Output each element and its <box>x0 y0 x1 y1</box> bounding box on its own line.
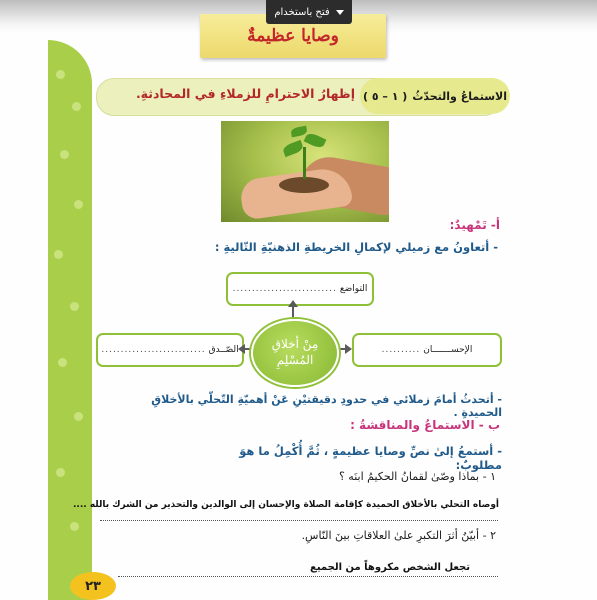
section-a-instruction: - أتعاونُ مع زميلي لإكمالِ الخريطةِ الذهنيّةِ التّاليةِ : <box>214 240 498 254</box>
mindmap-left-dots: ........................... <box>101 345 206 355</box>
question-1: ١ - بماذا وصّىٰ لقمانُ الحكيمُ ابنَه ؟ <box>338 470 496 483</box>
lesson-pill <box>360 78 510 114</box>
page-number: ٢٣ <box>85 578 101 594</box>
answer-2: تجعل الشخص مكروهاً من الجميع <box>310 562 470 573</box>
section-a-heading: أ- تَمْهيدٌ: <box>449 218 500 232</box>
lesson-topic: إظهارُ الاحترامِ للزملاءِ في المحادثةِ. <box>135 86 355 101</box>
open-with-button[interactable] <box>266 0 352 24</box>
lesson-label: الاستماعُ والتحدّثُ <box>412 89 508 103</box>
mindmap-center-line2: المُسْلِمِ <box>276 353 314 367</box>
mindmap-box-left <box>96 333 244 367</box>
mindmap-top-dots: ........................... <box>232 284 337 294</box>
mindmap-left-label: الصّــدق <box>208 345 239 355</box>
mindmap-box-right <box>352 333 502 367</box>
answer-1-line <box>100 520 498 521</box>
page-title: وصايا عظيمةٌ <box>247 26 339 46</box>
arrow-right-head <box>345 344 352 354</box>
open-with-label: فتح باستخدام <box>274 6 330 18</box>
mindmap-center <box>251 319 339 387</box>
section-b-heading: ب - الاستماعُ والمناقشةُ : <box>350 418 500 432</box>
mindmap-top-label: التواضع <box>339 284 368 294</box>
lesson-number: ( ١ – ٥ ) <box>363 89 408 103</box>
answer-1: أوصاه التحلي بالأخلاق الحميدة كإقامة الصلاة والإحسان إلى الوالدين والتحذير من الشرك بالله .... <box>73 500 499 510</box>
question-2: ٢ - أبيّنُ أثرَ التكبرِ علىٰ العلاقاتِ بينَ النّاسِ. <box>301 529 496 542</box>
mindmap-right-label: الإحســـــــان <box>423 345 473 355</box>
hands-seedling-image <box>221 121 389 222</box>
mindmap-box-top <box>226 272 374 306</box>
arrow-left-head <box>238 344 245 354</box>
section-b-instruction: - أستمعُ إلىٰ نصِّ وصايا عظيمةٍ ، ثُمَّ أُكْمِلُ ما هوَ مطلوبٌ: <box>239 444 502 472</box>
mindmap-center-line1: مِنْ أخلاقِ <box>271 337 319 352</box>
page-number-badge <box>70 572 116 600</box>
section-a-task: - أتحدثُ أمامَ زملائي في حدودِ دقيقتيْنِ عَنْ أهميّةِ التّحلّي بالأخلاقِ الحميدةِ . <box>151 393 502 419</box>
arrow-up-head <box>288 300 298 307</box>
chevron-down-icon <box>336 10 344 15</box>
decorative-side-strip <box>48 40 92 600</box>
answer-2-line <box>118 576 498 577</box>
mindmap-right-dots: .......... <box>381 345 421 355</box>
